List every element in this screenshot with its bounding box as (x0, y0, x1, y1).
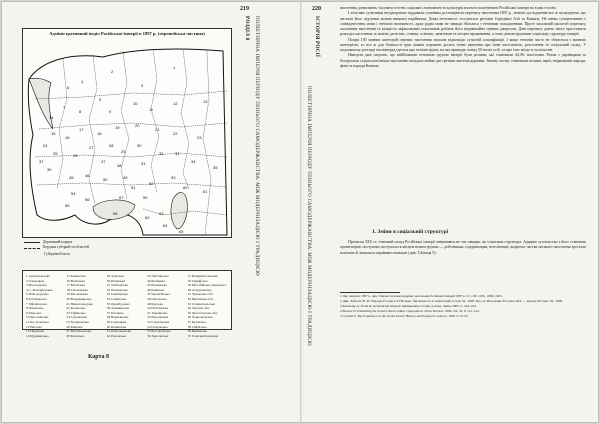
map-key-entry: 52 Воронезька (147, 315, 169, 320)
svg-text:37: 37 (39, 159, 44, 164)
map-key-entry: 20 Владимирська (66, 296, 92, 301)
map-key-entry: 22 Казанська (66, 306, 86, 311)
svg-text:48: 48 (117, 163, 122, 168)
svg-text:52: 52 (149, 181, 154, 186)
map-key-entry: 48 Орловська (147, 296, 167, 301)
svg-text:51: 51 (131, 185, 136, 190)
left-page-number: 219 (240, 6, 249, 12)
map-legend (24, 240, 144, 257)
map-key-entry: 64 Терська обл. (187, 306, 210, 311)
map-key-entry: 37 Плоцька (106, 310, 124, 315)
legend-label: Кордони губерній та областей (43, 245, 89, 250)
map-key-entry: 5 Новгородська (26, 292, 49, 297)
map-key-entry: 60 Астраханська (187, 287, 212, 292)
map-key-entry: 63 Ставропольська (187, 301, 215, 306)
svg-text:24: 24 (43, 143, 48, 148)
map-key-entry: 34 Самарська (106, 296, 127, 301)
book-spread (2, 2, 598, 422)
map-key-entry: 4 С.-Петербурзька (26, 287, 53, 292)
svg-text:63: 63 (159, 211, 164, 216)
svg-text:31: 31 (141, 161, 146, 166)
map-key-entry: 11 Костромська (26, 319, 49, 324)
map-key-entry: 21 Нижегородська (66, 301, 93, 306)
section-heading: 1. Зміни в соціальній структурі (372, 229, 449, 235)
svg-text:61: 61 (203, 189, 208, 194)
svg-text:35: 35 (213, 165, 218, 170)
map-key-entry: 25 Гродненська (66, 319, 89, 324)
svg-text:59: 59 (143, 195, 148, 200)
svg-text:10: 10 (133, 101, 138, 106)
body-paragraph: Протягом XIX ст. етнічний склад Російської імперії змінювався не так швидко, як соціальна структура. Аграрне суспільство з його становою організацією поступово поступалося місцем новим групам — робітникам, підприємцям, інтелігенції; водночас частка міського населення зростала повільно й лишалася порівняно низькою (див. Таблиця 5). (340, 240, 586, 255)
svg-text:1: 1 (173, 65, 176, 70)
map-key-entry: 41 Петроковська (106, 329, 131, 334)
map-caption: Карта 8 (88, 354, 110, 360)
map-key-entry: 15 Ковенська (66, 274, 86, 278)
map-key-entry: 36 Ломжинська (106, 306, 130, 311)
map-key-entry: 45 Волинська (147, 283, 167, 288)
svg-text:8: 8 (79, 109, 82, 114)
map-key-entry: 19 Московська (66, 292, 88, 297)
map-key-entry: 27 Могильовська (66, 329, 92, 334)
map-key-entry: 42 Радомська (106, 333, 127, 338)
svg-text:21: 21 (155, 127, 160, 132)
map-key-entry: 51 Харківська (147, 310, 168, 315)
map-key-entry: 9 Тверська (26, 310, 42, 315)
map-key-grid (26, 274, 228, 338)
footnote: 1 Про перепис 1897 р. див.: Перша загальна перепис населення Російської імперії 1897 р. Т. 1–89. СПб., 1899–1905. (340, 294, 503, 298)
map-key-entry: 18 Смоленська (66, 287, 88, 292)
map-key-entry: 32 Пензенська (106, 287, 128, 292)
svg-text:62: 62 (145, 215, 150, 220)
left-running-head (236, 6, 266, 418)
svg-text:3: 3 (141, 83, 144, 88)
footnotes (340, 294, 586, 319)
section-body (340, 240, 586, 256)
map-key-entry: 68 Тифліська (187, 324, 207, 329)
svg-text:20: 20 (135, 123, 140, 128)
svg-text:58: 58 (113, 211, 118, 216)
map-key-entry: 6 Естляндська (26, 296, 47, 301)
svg-text:19: 19 (115, 125, 120, 130)
svg-text:5: 5 (99, 97, 102, 102)
legend-province-border (24, 245, 144, 250)
svg-text:22: 22 (173, 131, 178, 136)
svg-text:57: 57 (119, 195, 124, 200)
map-key-entry: 69 Бакинська (187, 329, 207, 334)
map-key-entry: 24 Сувалкська (66, 315, 87, 320)
svg-text:4: 4 (81, 79, 84, 84)
svg-text:27: 27 (89, 145, 94, 150)
map-key-entry: 3 Вологодська (26, 283, 47, 288)
book-gutter (300, 2, 302, 422)
map-key-entry: 12 Вятська (26, 324, 42, 329)
svg-text:60: 60 (183, 185, 188, 190)
svg-text:33: 33 (175, 151, 180, 156)
svg-text:53: 53 (171, 175, 176, 180)
legend-solid-line (24, 242, 40, 243)
svg-text:17: 17 (79, 127, 84, 132)
svg-text:9: 9 (109, 109, 112, 114)
right-spine-title: ПОЛІЕТНІЧНА ІМПЕРІЯ ПЕРІОДУ ПІЗНЬОГО САМОДЕРЖАВСТВА: МІЖ МОДЕРНІЗАЦІЄЮ І ТРАДИЦІЄЮ (306, 86, 311, 346)
map-key-entry: 54 Подільська (147, 324, 168, 329)
body-paragraph: Наведені дані свідчать, що найбільшою етнічною групою імперії були росіяни, які становили 44,3% населення. Разом з українцями та білорусами східнослов'янське населення складало майже дві третини жителів держави. Значну частку становили поляки, євреї, тюркомовні народи, фіни та народи Кавказу. (340, 53, 586, 68)
map-key-entry: 33 Симбірська (106, 292, 128, 297)
map-key-entry: 62 Кубанська обл. (187, 296, 214, 301)
svg-text:13: 13 (203, 99, 208, 104)
svg-text:47: 47 (101, 159, 106, 164)
map-key-entry: 13 Пермська (26, 329, 45, 334)
map-key-entry: 55 Бессарабська (147, 329, 171, 334)
svg-text:14: 14 (49, 115, 54, 120)
svg-text:30: 30 (137, 143, 142, 148)
right-page-body (340, 6, 586, 69)
map-key-entry: 1 Архангельська (26, 274, 50, 278)
legend-label: Державний кордон (43, 240, 72, 244)
svg-text:23: 23 (197, 135, 202, 140)
svg-text:18: 18 (97, 131, 102, 136)
map-key-entry: 30 Рязанська (106, 278, 126, 283)
svg-text:64: 64 (163, 223, 168, 228)
right-page-number: 220 (312, 6, 321, 12)
map-key-entry: 2 Олонецька (26, 278, 45, 283)
map-key-entry: 14 Курляндська (26, 333, 49, 338)
footnote-rule (340, 292, 400, 293)
map-key-entry: 57 Катеринославська (187, 274, 218, 278)
svg-text:50: 50 (103, 177, 108, 182)
map-key-entry: 44 Келецька (147, 278, 165, 283)
svg-text:25: 25 (53, 151, 58, 156)
right-running-head (306, 6, 336, 418)
svg-text:15: 15 (51, 131, 56, 136)
right-section-label: ІСТОРІЯ РОСІЇ (314, 16, 320, 58)
svg-text:11: 11 (149, 107, 154, 112)
map-title: Адміністративний поділ Російської імперії в 1897 р. (європейська частина) (49, 31, 205, 36)
svg-text:65: 65 (179, 229, 184, 234)
map-key-entry: 47 Чернігівська (147, 292, 170, 297)
map-key-entry: 35 Оренбурзька (106, 301, 130, 306)
svg-text:28: 28 (109, 143, 114, 148)
map-key-entry: 10 Ярославська (26, 315, 49, 320)
map-key-entry: 8 Псковська (26, 306, 44, 311)
map-key-entry: 65 Дагестанська обл. (187, 310, 218, 315)
svg-text:12: 12 (173, 101, 178, 106)
map-key-entry: 49 Курська (147, 301, 163, 306)
body-paragraph: Попри 130 мовних категорій перепис населення загалом відповідає сучасній класифікації. І якщо етнонім часто не збігається з мовною категорією, то все ж для більшості груп можна отримати досить точне уявлення про їхню чисельність, розселення та соціальний склад. У подальшому розгляді насамперед ідеться про етнічні групи, на які припадає понад 50 тисяч осіб, та про їхнє місце в суспільстві. (340, 37, 586, 52)
svg-text:29: 29 (121, 149, 126, 154)
svg-text:49: 49 (123, 175, 128, 180)
footnote: 4 Brower D. Estimating the Soviet Union's ethnic composition. Slavic Review. 1984. Vol. 43. P. 112–124. (340, 309, 480, 313)
svg-text:34: 34 (191, 159, 196, 164)
footnote: 3 Каппелер А. Росія як поліетнічна імперія: виникнення, історія, розпад. Львів, 2005. С. 219–224. (340, 304, 477, 308)
left-section-label: РОЗДІЛ 8 (244, 16, 250, 41)
svg-text:26: 26 (73, 153, 78, 158)
legend-province-label (24, 252, 144, 257)
map-key-entry: 31 Тамбовська (106, 283, 128, 288)
map-key-entry: 23 Уфимська (66, 310, 86, 315)
legend-dashed-line (24, 248, 40, 249)
map-figure (23, 39, 231, 237)
map-key-entry: 70 Єлисаветпольська (187, 333, 219, 338)
svg-text:39: 39 (47, 167, 52, 172)
map-key-entry: 58 Таврійська (187, 278, 208, 283)
footnote: 2 Див.: Кабузан В. М. Народы России в XVIII веке. Численность и этнический состав. М., 1990; його ж: Население России в XIX — начале XX века. М., 1990. (340, 299, 563, 303)
map-key-entry: 28 Калузька (66, 333, 84, 338)
svg-text:7: 7 (63, 105, 66, 110)
svg-text:2: 2 (111, 69, 114, 74)
map-key-entry: 16 Віленська (66, 278, 85, 283)
map-key-entry: 38 Варшавська (106, 315, 129, 320)
map-key-entry: 46 Київська (147, 287, 165, 292)
map-key-entry: 61 Уральська обл. (187, 292, 214, 297)
map-key-entry: 66 Чорноморська (187, 315, 213, 320)
svg-text:32: 32 (159, 151, 164, 156)
svg-text:55: 55 (65, 203, 70, 208)
svg-text:56: 56 (85, 197, 90, 202)
map-key-entry: 53 Саратовська (147, 319, 170, 324)
footnote: 5 Lorimer F. The Population of the Soviet Union: History and Prospects. Geneva, 1946. P. 55–67. (340, 314, 469, 318)
body-paragraph: І хоча вже сучасники неодноразово піддавали сумнівам достовірність перепису населення 1897 р., новітні дослідження все ж засвідчують, що загалом його підсумки можна вважати надійними. Деякі неточності стосуються регіонів Середньої Азії та Кавказу. Не менш суперечливим є співвіднесення мови і етнічної належності, адже рідна мова не завжди збігалася з етнічним походженням. Проте загальний масштаб перепису, охоплення населення та кількість зафіксованих показників роблять його надзвичайно цінним джерелом. Дані перепису дають змогу простежити розподіл населення за мовою, релігією, станом, освітою, заняттями та місцем проживання, а отже, реконструювати соціальну структуру імперії. (340, 11, 586, 37)
map-key-entry: 43 Люблінська (147, 274, 169, 278)
map-frame (22, 28, 232, 238)
map-key-entry: 50 Полтавська (147, 306, 168, 311)
svg-text:46: 46 (85, 173, 90, 178)
left-spine-title: ПОЛІЕТНІЧНА ІМПЕРІЯ ПЕРІОДУ ПІЗНЬОГО САМОДЕРЖАВСТВА: МІЖ МОДЕРНІЗАЦІЄЮ І ТРАДИЦІЄЮ (254, 16, 259, 276)
map-key-entry: 67 Кутаїська (187, 319, 206, 324)
map-key-entry: 59 Обл. Війська Донського (187, 283, 227, 288)
map-key-entry: 39 Седлецька (106, 319, 127, 324)
map-key-entry: 7 Ліфляндська (26, 301, 47, 306)
svg-text:16: 16 (65, 135, 70, 140)
svg-text:6: 6 (67, 85, 70, 90)
body-paragraph: населення дозволяють з'ясувати істотні соціальні, економічні та культурні аспекти поліетнічної Російської імперії на зламі століть. (340, 6, 558, 10)
map-key-entry: 29 Тульська (106, 274, 124, 278)
map-key-entry: 40 Калішська (106, 324, 127, 329)
svg-text:54: 54 (71, 191, 76, 196)
map-key-table (22, 270, 232, 338)
map-key-entry: 17 Вітебська (66, 283, 85, 288)
map-key-entry: 56 Херсонська (147, 333, 169, 338)
map-key-entry: 26 Мінська (66, 324, 83, 329)
svg-text:45: 45 (69, 175, 74, 180)
legend-label: Губернія/область (44, 251, 71, 256)
